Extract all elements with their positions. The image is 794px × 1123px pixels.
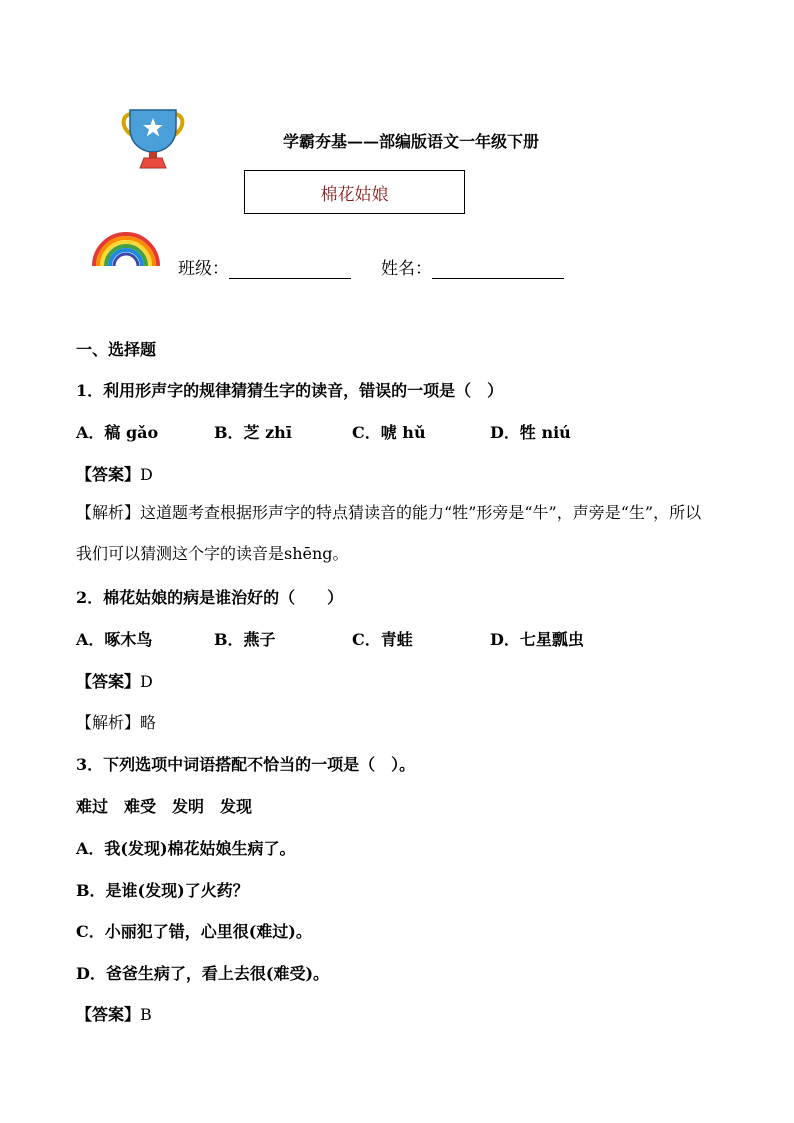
student-info-row [178,254,564,279]
rainbow-icon [90,226,162,268]
q3-answer-tag: 【答案】 [76,1005,141,1024]
q2-expl-tag: 【解析】 [76,713,141,732]
class-blank[interactable] [229,260,351,279]
q2-answer-tag: 【答案】 [76,672,141,691]
q3-option-b[interactable]: B．是谁(发现)了火药？ [76,881,249,900]
section-heading: 一、选择题 [76,340,157,359]
q2-option-b[interactable]: B．燕子 [214,630,276,649]
q1-expl-tag: 【解析】 [76,503,141,522]
q3-option-c[interactable]: C．小丽犯了错，心里很(难过)。 [76,922,312,941]
lesson-title-box [244,170,465,214]
q2-option-c[interactable]: C．青蛙 [352,630,413,649]
q1-explanation [76,492,716,574]
q1-answer-tag: 【答案】 [76,465,141,484]
q2-expl-text: 略 [140,713,157,732]
q3-option-d[interactable]: D．爸爸生病了，看上去很(难受)。 [76,964,330,983]
q1-expl-text: 这道题考查根据形声字的特点猜读音的能力“牲”形旁是“牛”，声旁是“生”，所以我们可以猜测这个字的读音是shēng。 [76,503,702,563]
header-title: 学霸夯基——部编版语文一年级下册 [283,132,540,151]
q3-word-bank: 难过 难受 发明 发现 [76,797,253,816]
q1-option-a[interactable]: A．稿 gǎo [76,423,159,442]
q3-stem: 3．下列选项中词语搭配不恰当的一项是（ ）。 [76,755,416,774]
q2-explanation [76,710,156,733]
q1-option-b[interactable]: B．芝 zhī [214,423,292,442]
class-label: 班级： [178,259,229,279]
q1-options [76,420,571,443]
q2-options [76,627,584,650]
q2-option-d[interactable]: D．七星瓢虫 [490,630,584,649]
q2-answer [76,669,153,692]
q1-answer [76,462,153,485]
q2-option-a[interactable]: A．啄木鸟 [76,630,153,649]
q1-option-c[interactable]: C．唬 hǔ [352,423,426,442]
q1-stem: 1．利用形声字的规律猜猜生字的读音，错误的一项是（ ） [76,381,504,400]
q1-option-d[interactable]: D．牲 niú [490,423,571,442]
name-blank[interactable] [432,260,564,279]
q3-answer [76,1002,152,1025]
trophy-icon [118,104,188,170]
q3-option-a[interactable]: A．我(发现)棉花姑娘生病了。 [76,839,296,858]
name-label: 姓名： [381,259,432,279]
q3-answer-value: B [140,1005,152,1024]
lesson-title: 棉花姑娘 [320,184,389,205]
q2-answer-value: D [140,672,153,691]
q1-answer-value: D [140,465,153,484]
q2-stem: 2．棉花姑娘的病是谁治好的（ ） [76,588,344,607]
